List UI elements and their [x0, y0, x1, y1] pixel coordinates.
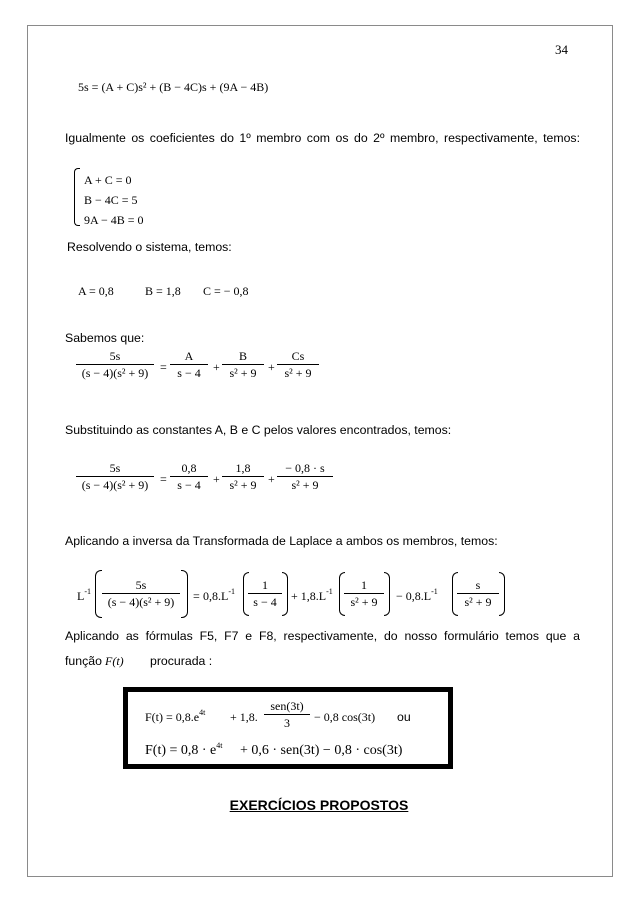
- fraction-m08s-den: s² + 9: [291, 478, 319, 492]
- laplace-frac-2: [344, 579, 384, 608]
- result-1-mid: + 1,8.: [230, 710, 258, 724]
- fraction-18-den: s² + 9: [229, 478, 257, 492]
- fraction-18-num: 1,8: [235, 461, 251, 475]
- result-1-lhs: [145, 708, 206, 724]
- laplace-L-symbol: L: [77, 589, 85, 603]
- laplace-frac-2-den: s² + 9: [350, 595, 378, 609]
- laplace-coef-2-text: + 1,8.L: [291, 589, 327, 603]
- fraction-m08s-num: − 0,8 · s: [285, 461, 325, 475]
- fraction-lhs-2-den: (s − 4)(s² + 9): [81, 478, 149, 492]
- fraction-lhs-2-num: 5s: [109, 461, 121, 475]
- fraction-m08s: [277, 462, 333, 491]
- value-A: A = 0,8: [78, 284, 114, 298]
- equals-sign-1: =: [160, 360, 167, 374]
- laplace-coef-1-text: 0,8.L: [203, 589, 229, 603]
- fraction-B-num: B: [238, 349, 247, 363]
- plus-sign-1: +: [213, 360, 220, 374]
- funcao-label: função: [65, 654, 102, 668]
- laplace-L: [77, 587, 92, 603]
- value-C: C = − 0,8: [203, 284, 249, 298]
- laplace-frac-3-den: s² + 9: [464, 595, 492, 609]
- equals-sign-3: =: [193, 589, 200, 603]
- fraction-08-den: s − 4: [177, 478, 201, 492]
- paren-close-3: [384, 572, 390, 616]
- result-2-tail: + 0,6 · sen(3t) − 0,8 · cos(3t): [240, 743, 403, 758]
- fraction-C-den: s² + 9: [284, 366, 312, 380]
- resolvendo-text: Resolvendo o sistema, temos:: [67, 240, 232, 254]
- paragraph-formulas: Aplicando as fórmulas F5, F7 e F8, respectivamente, do nosso formulário temos que a: [65, 629, 580, 643]
- sabemos-text: Sabemos que:: [65, 331, 145, 345]
- result-1-tail: − 0,8 cos(3t): [314, 710, 376, 724]
- laplace-frac-1-num: 1: [262, 578, 268, 592]
- laplace-coef-1-inv: -1: [228, 587, 236, 596]
- plus-sign-4: +: [268, 472, 275, 486]
- system-eq-3: 9A − 4B = 0: [84, 213, 144, 227]
- laplace-frac-1-den: s − 4: [253, 595, 277, 609]
- substituindo-text: Substituindo as constantes A, B e C pelos valores encontrados, temos:: [65, 423, 452, 437]
- plus-sign-2: +: [268, 360, 275, 374]
- section-title: EXERCÍCIOS PROPOSTOS: [229, 797, 409, 813]
- laplace-coef-1: [203, 587, 236, 603]
- laplace-frac-lhs-den: (s − 4)(s² + 9): [107, 595, 175, 609]
- fraction-lhs-2: [76, 462, 154, 491]
- system-eq-2: B − 4C = 5: [84, 193, 138, 207]
- equals-sign-2: =: [160, 472, 167, 486]
- laplace-frac-2-num: 1: [361, 578, 367, 592]
- plus-sign-3: +: [213, 472, 220, 486]
- paren-close-4: [499, 572, 505, 616]
- laplace-frac-lhs-num: 5s: [135, 578, 147, 592]
- laplace-coef-3: [396, 587, 438, 603]
- result-2-lhs-text: F(t) = 0,8 · e: [145, 743, 217, 758]
- value-B: B = 1,8: [145, 284, 181, 298]
- result-1-frac: [264, 700, 310, 729]
- result-2-exp: 4t: [216, 741, 223, 750]
- fraction-C-num: Cs: [291, 349, 305, 363]
- laplace-coef-2: [291, 587, 333, 603]
- fraction-C: [277, 350, 319, 379]
- paren-open-1: [95, 570, 102, 618]
- ou-text: ou: [397, 710, 411, 724]
- aplicando-inversa-text: Aplicando a inversa da Transformada de Laplace a ambos os membros, temos:: [65, 534, 498, 548]
- laplace-coef-2-inv: -1: [326, 587, 333, 596]
- paragraph-coeficientes: Igualmente os coeficientes do 1º membro com os do 2º membro, respectivamente, temos:: [65, 131, 580, 145]
- page-number: 34: [555, 42, 568, 57]
- system-eq-1: A + C = 0: [84, 173, 132, 187]
- result-1-frac-den: 3: [284, 716, 290, 730]
- paren-close-2: [282, 572, 288, 616]
- laplace-frac-lhs: [102, 579, 180, 608]
- fraction-08-num: 0,8: [181, 461, 197, 475]
- fraction-lhs-1-num: 5s: [109, 349, 121, 363]
- laplace-frac-3: [457, 579, 499, 608]
- fraction-18: [222, 462, 264, 491]
- fraction-lhs-1: [76, 350, 154, 379]
- laplace-L-inv: -1: [84, 587, 92, 596]
- fraction-lhs-1-den: (s − 4)(s² + 9): [81, 366, 149, 380]
- result-1-lhs-text: F(t) = 0,8.e: [145, 710, 200, 724]
- equation-top: 5s = (A + C)s² + (B − 4C)s + (9A − 4B): [78, 80, 269, 94]
- fraction-B-den: s² + 9: [229, 366, 257, 380]
- laplace-coef-3-text: − 0,8.L: [396, 589, 432, 603]
- laplace-frac-3-num: s: [475, 578, 481, 592]
- laplace-coef-3-inv: -1: [431, 587, 438, 596]
- paren-close-1: [181, 570, 188, 618]
- laplace-frac-1: [248, 579, 282, 608]
- result-1-exp: 4t: [199, 708, 206, 717]
- fraction-A-den: s − 4: [177, 366, 201, 380]
- fraction-A-num: A: [184, 349, 194, 363]
- fraction-08: [170, 462, 208, 491]
- system-brace: [74, 168, 80, 226]
- result-1-frac-num: sen(3t): [270, 699, 304, 713]
- fraction-A: [170, 350, 208, 379]
- result-2-lhs: [145, 741, 223, 758]
- fraction-B: [222, 350, 264, 379]
- funcao-var: F(t): [105, 654, 124, 668]
- procurada-text: procurada :: [150, 654, 213, 668]
